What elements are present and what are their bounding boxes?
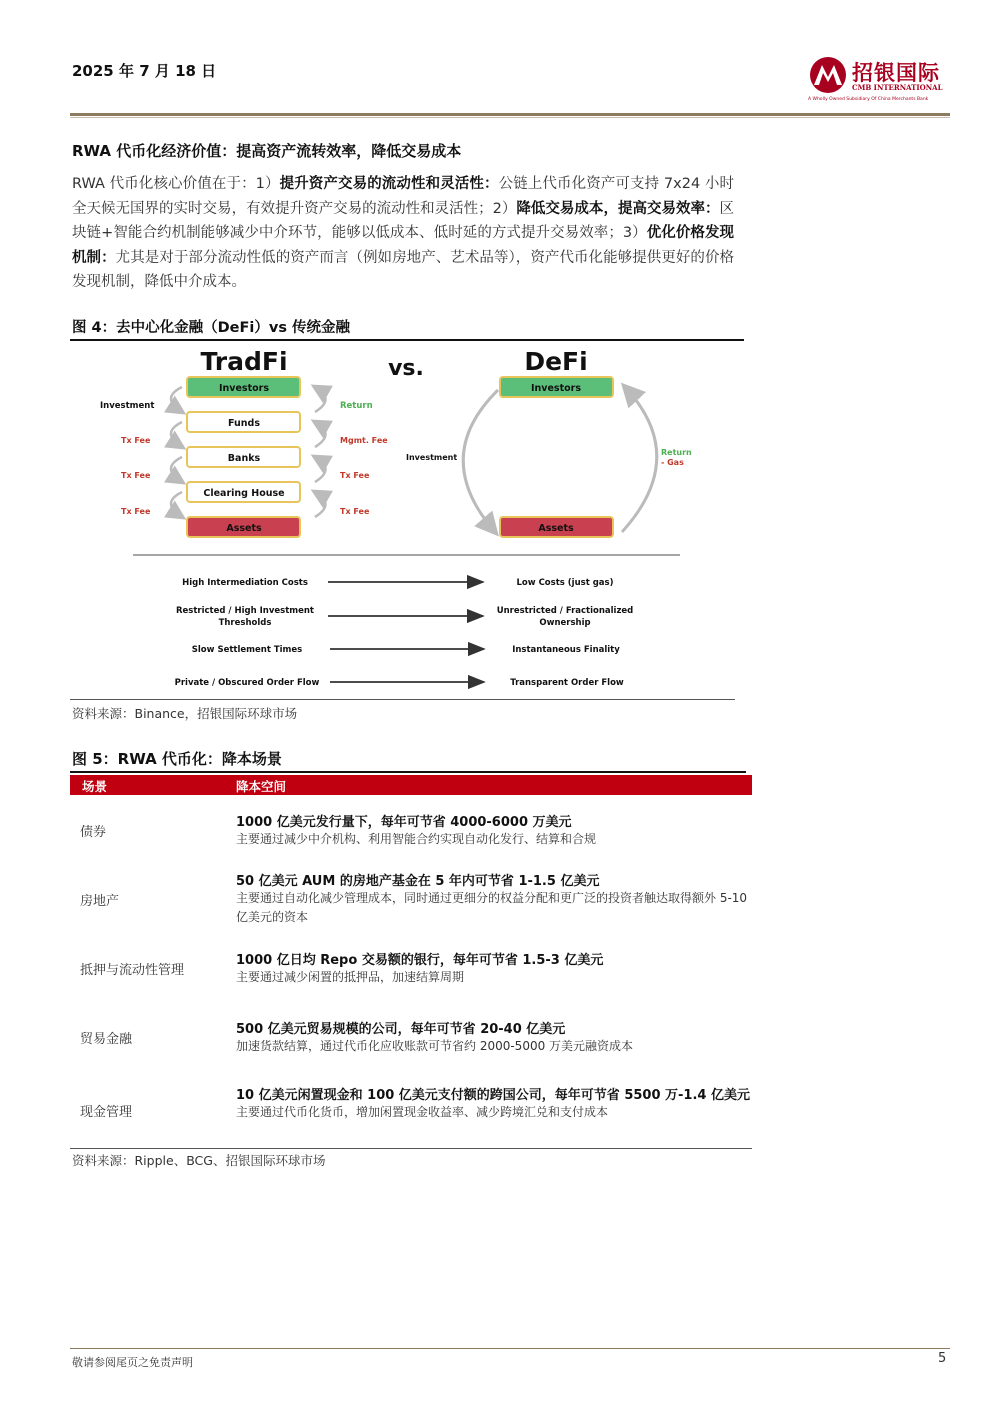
defi-investment-label: Investment	[406, 453, 458, 462]
tradfi-left-arrows	[171, 387, 182, 517]
table-row-sub: 主要通过代币化货币，增加闲置现金收益率、减少跨境汇兑和支付成本	[236, 1105, 609, 1119]
right-txfee-2: Tx Fee	[340, 507, 370, 516]
logo-en: CMB INTERNATIONAL	[852, 83, 943, 92]
compare-left-4: Private / Obscured Order Flow	[174, 678, 320, 688]
logo-cn: 招银国际	[852, 60, 940, 85]
compare-right-1: Low Costs (just gas)	[516, 578, 614, 588]
compare-left-3: Slow Settlement Times	[191, 645, 303, 655]
figure4-top-rule	[70, 339, 744, 341]
logo-sub: A Wholly Owned Subsidiary Of China Merchants Bank	[808, 97, 929, 102]
mgmt-fee-label: Mgmt. Fee	[340, 436, 388, 445]
compare-right-2b: Ownership	[539, 618, 591, 628]
header-divider-thin	[70, 117, 950, 118]
cmb-logo-icon	[808, 55, 848, 95]
section-title: RWA 代币化经济价值：提高资产流转效率，降低交易成本	[72, 142, 462, 160]
tradfi-return-label: Return	[340, 401, 373, 411]
table-row-label: 房地产	[80, 894, 120, 909]
table-row-label: 债券	[80, 825, 107, 840]
section-paragraph	[72, 172, 734, 295]
table-row-sub: 加速货款结算，通过代币化应收账款可节省约 2000-5000 万美元融资成本	[236, 1039, 634, 1053]
tradfi-investment-label: Investment	[100, 401, 155, 411]
para-text-1a: RWA 代币化核心价值在于：1）	[72, 176, 280, 192]
para-text-2c: 区块链+智能合约机制能够减少中介环节，能够以低成本、低时延的方式提升交易效率；3）	[72, 200, 734, 241]
figure5-source: 资料来源：Ripple、BCG、招银国际环球市场	[72, 1153, 326, 1168]
footer-disclaimer: 敬请参阅尾页之免责声明	[72, 1356, 193, 1369]
footer-divider	[70, 1348, 950, 1349]
tradfi-right-arrows	[315, 387, 326, 517]
tradfi-assets-label: Assets	[226, 523, 262, 534]
defi-gas-label: - Gas	[661, 458, 684, 467]
compare-right-4: Transparent Order Flow	[510, 678, 624, 688]
compare-left-2b: Thresholds	[218, 618, 272, 628]
para-bold-2: 降低交易成本，提高交易效率：	[516, 200, 720, 217]
table-row-label: 抵押与流动性管理	[80, 963, 185, 978]
page-number: 5	[938, 1351, 947, 1366]
table-row-sub: 主要通过减少闲置的抵押品，加速结算周期	[236, 970, 465, 984]
compare-right-3: Instantaneous Finality	[512, 645, 620, 655]
funds-label: Funds	[228, 418, 260, 429]
table-row-sub: 主要通过减少中介机构、利用智能合约实现自动化发行、结算和合规	[236, 832, 597, 846]
table-row-main: 50 亿美元 AUM 的房地产基金在 5 年内可节省 1-1.5 亿美元	[236, 874, 600, 889]
defi-investors-label: Investors	[531, 383, 581, 394]
left-txfee-3: Tx Fee	[121, 507, 151, 516]
tradfi-investors-label: Investors	[219, 383, 269, 394]
clearing-house-label: Clearing House	[203, 488, 285, 499]
left-txfee-2: Tx Fee	[121, 471, 151, 480]
figure5-bottom-rule	[70, 1148, 752, 1149]
defi-return-label: Return	[661, 448, 692, 457]
header-divider	[70, 113, 950, 116]
tradfi-title: TradFi	[200, 347, 288, 376]
figure5-title: 图 5：RWA 代币化：降本场景	[72, 750, 282, 768]
table-row-main: 1000 亿日均 Repo 交易额的银行，每年可节省 1.5-3 亿美元	[236, 953, 604, 968]
defi-title: DeFi	[524, 347, 588, 376]
table-row-sub: 主要通过自动化减少管理成本，同时通过更细分的权益分配和更广泛的投资者触达取得额外 5-10 亿美元的资本	[236, 891, 748, 924]
banks-label: Banks	[227, 453, 261, 464]
table-row-main: 1000 亿美元发行量下，每年可节省 4000-6000 万美元	[236, 815, 572, 830]
vs-label: vs.	[388, 356, 424, 381]
defi-assets-label: Assets	[538, 523, 574, 534]
para-text-3c: 尤其是对于部分流动性低的资产而言（例如房地产、艺术品等），资产代币化能够提供更好的价格发现机制，降低中介成本。	[72, 249, 735, 290]
defi-arrows	[463, 387, 657, 532]
right-txfee-1: Tx Fee	[340, 471, 370, 480]
report-date: 2025 年 7 月 18 日	[72, 62, 217, 80]
left-txfee-1: Tx Fee	[121, 436, 151, 445]
figure4-title: 图 4：去中心化金融（DeFi）vs 传统金融	[72, 320, 351, 336]
table-row-main: 10 亿美元闲置现金和 100 亿美元支付额的跨国公司，每年可节省 5500 万-1.4 亿美元	[236, 1088, 750, 1103]
table-row-label: 现金管理	[80, 1105, 133, 1120]
para-bold-3: 优化价格发现机制：	[72, 225, 735, 266]
figure4-source: 资料来源：Binance，招银国际环球市场	[72, 706, 298, 721]
cmb-international-logo	[806, 55, 951, 113]
figure4-bottom-rule	[70, 699, 735, 700]
table-row-main: 500 亿美元贸易规模的公司，每年可节省 20-40 亿美元	[236, 1022, 566, 1037]
tradfi-vs-defi-diagram	[70, 342, 740, 698]
para-bold-1: 提升资产交易的流动性和灵活性：	[279, 176, 499, 192]
para-text-1c: 公链上代币化资产可支持 7x24 小时全天候无国界的实时交易，有效提升资产交易的流动性和灵活性；2）	[72, 176, 734, 217]
figure5-top-rule	[70, 771, 746, 773]
compare-right-2a: Unrestricted / Fractionalized	[496, 606, 634, 616]
table-header-scenario: 场景	[82, 779, 108, 794]
table-header-savings: 降本空间	[236, 779, 287, 794]
table-header	[70, 775, 752, 795]
compare-left-1: High Intermediation Costs	[182, 578, 308, 588]
compare-left-2a: Restricted / High Investment	[175, 606, 315, 616]
table-row-label: 贸易金融	[80, 1032, 133, 1047]
